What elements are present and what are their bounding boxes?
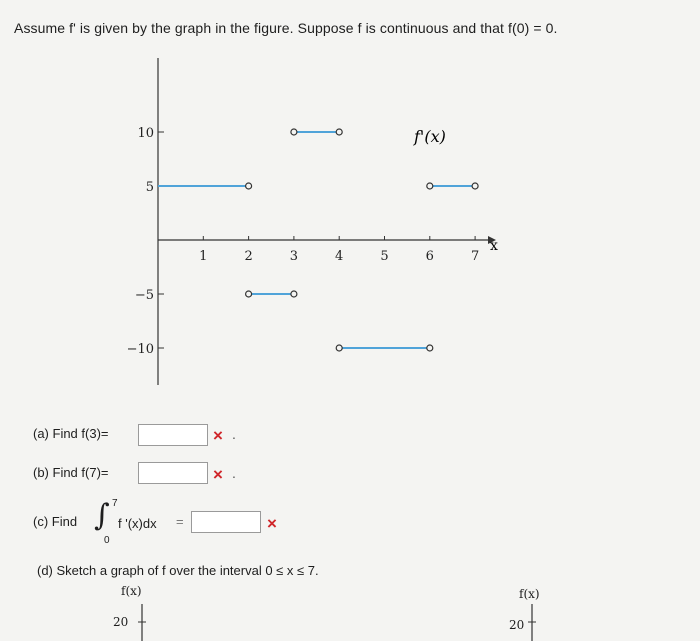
equals-sign: = [176, 514, 184, 529]
incorrect-icon: × [213, 465, 223, 484]
sketch-axes [0, 580, 700, 641]
open-endpoint [291, 291, 297, 297]
x-tick-label: 6 [425, 249, 434, 264]
x-tick-label: 3 [289, 249, 299, 264]
open-endpoint [291, 129, 297, 135]
x-tick-label: 7 [470, 249, 480, 264]
open-endpoint [246, 183, 252, 189]
incorrect-icon: × [267, 514, 277, 533]
integral-upper-limit: 7 [112, 498, 118, 509]
y-tick-label: −10 [126, 342, 154, 357]
y-tick-label: −5 [134, 288, 154, 303]
open-endpoint [246, 291, 252, 297]
answer-b-input[interactable] [138, 462, 208, 484]
x-tick-label: 1 [199, 249, 208, 264]
y-tick-label: 5 [145, 180, 154, 195]
x-tick-label: 2 [244, 249, 253, 264]
sketch-right-tick: 20 [509, 618, 525, 632]
x-axis-label: x [490, 238, 498, 254]
question-b-label: (b) Find f(7)= [33, 465, 109, 480]
incorrect-icon: × [213, 426, 223, 445]
x-tick-label: 4 [335, 249, 344, 264]
open-endpoint [336, 345, 342, 351]
open-endpoint [472, 183, 478, 189]
answer-a-input[interactable] [138, 424, 208, 446]
open-endpoint [427, 183, 433, 189]
question-d-text: (d) Sketch a graph of f over the interval 0 ≤ x ≤ 7. [37, 563, 319, 578]
problem-statement: Assume f' is given by the graph in the figure. Suppose f is continuous and that f(0) = 0. [14, 20, 558, 36]
question-c-label: (c) Find [33, 514, 78, 529]
sketch-left-axis-label: f(x) [121, 584, 142, 598]
open-endpoint [336, 129, 342, 135]
integrand: f '(x)dx [118, 516, 157, 531]
x-tick-label: 5 [380, 249, 389, 264]
integral-lower-limit: 0 [104, 535, 110, 546]
open-endpoint [427, 345, 433, 351]
sketch-left-tick: 20 [113, 615, 129, 629]
curve-label: f'(x) [414, 127, 446, 146]
integral-sign: ∫ [94, 498, 110, 533]
sketch-right-axis-label: f(x) [519, 587, 540, 601]
y-tick-label: 10 [137, 126, 154, 141]
answer-c-input[interactable] [191, 511, 261, 533]
question-a-label: (a) Find f(3)= [33, 426, 109, 441]
